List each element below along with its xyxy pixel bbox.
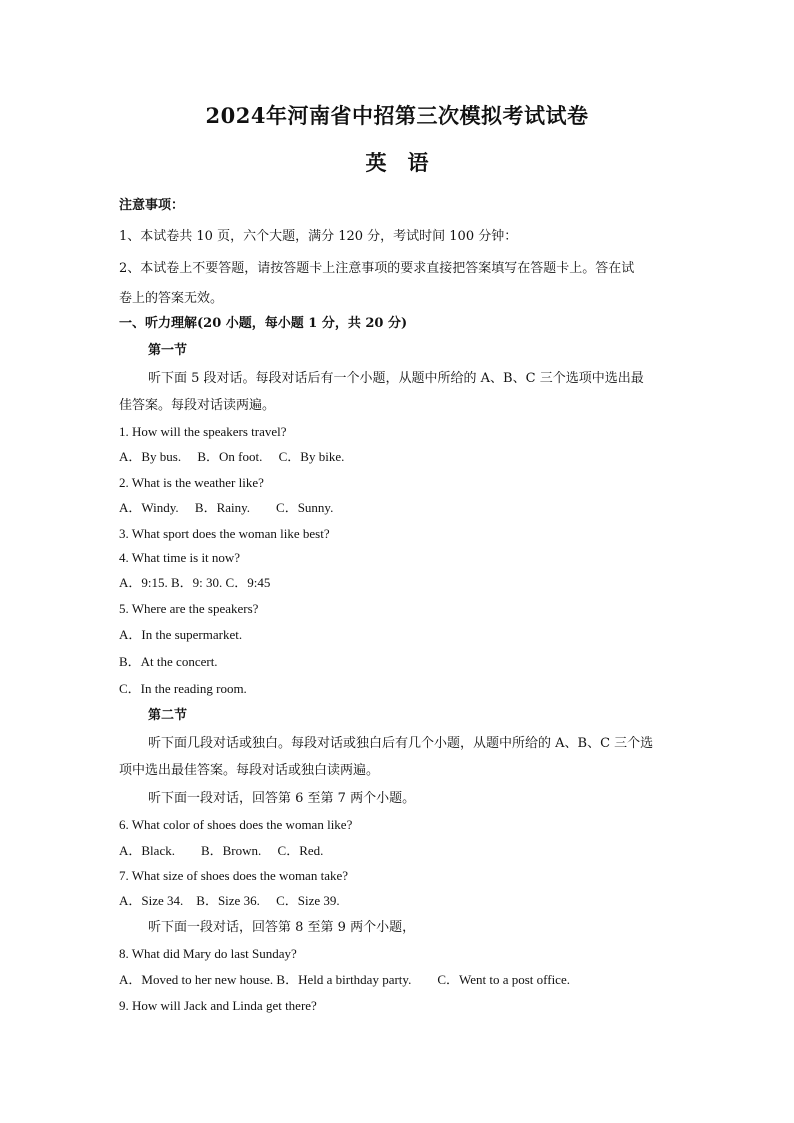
part-2-label: 第二节 [148, 708, 188, 723]
question-7: 7. What size of shoes does the woman take? [119, 868, 348, 883]
question-3: 3. What sport does the woman like best? [119, 526, 330, 541]
question-2: 2. What is the weather like? [119, 475, 264, 490]
question-7-options: A．Size 34. B．Size 36. C．Size 39. [119, 893, 340, 908]
question-2-options: A．Windy. B．Rainy. C．Sunny. [119, 500, 334, 515]
exam-title: 2024年河南省中招第三次模拟考试试卷 [205, 103, 589, 128]
question-1: 1. How will the speakers travel? [119, 424, 287, 439]
part-1-label: 第一节 [148, 343, 188, 358]
question-5-option-a: A．In the supermarket. [119, 627, 243, 642]
question-8: 8. What did Mary do last Sunday? [119, 946, 297, 961]
part-1-instruction-line-1: 听下面 5 段对话。每段对话后有一个小题，从题中所给的 A、B、C 三个选项中选出最 [148, 371, 644, 386]
part-2-instruction-line-2: 项中选出最佳答案。每段对话或独白读两遍。 [119, 763, 380, 778]
question-4-options: A．9:15. B．9: 30. C．9:45 [119, 575, 271, 590]
question-6-options: A．Black. B．Brown. C．Red. [119, 843, 324, 858]
question-5: 5. Where are the speakers? [119, 601, 259, 616]
notice-heading: 注意事项： [119, 198, 185, 213]
question-4: 4. What time is it now? [119, 550, 241, 565]
dialogue-intro-8-9: 听下面一段对话，回答第 8 至第 9 两个小题， [148, 920, 416, 935]
question-8-options: A．Moved to her new house. B．Held a birthday party. C．Went to a post office. [119, 972, 570, 987]
part-1-instruction-line-2: 佳答案。每段对话读两遍。 [119, 398, 276, 413]
question-9: 9. How will Jack and Linda get there? [119, 998, 317, 1013]
question-5-option-c: C．In the reading room. [119, 681, 247, 696]
notice-item-2-line-2: 卷上的答案无效。 [119, 291, 224, 306]
question-6: 6. What color of shoes does the woman like? [119, 817, 353, 832]
section-1-heading: 一、听力理解(20 小题，每小题 1 分，共 20 分) [119, 316, 408, 331]
dialogue-intro-6-7: 听下面一段对话，回答第 6 至第 7 两个小题。 [148, 791, 416, 806]
subject-title: 英 语 [365, 150, 429, 175]
part-2-instruction-line-1: 听下面几段对话或独白。每段对话或独白后有几个小题，从题中所给的 A、B、C 三个选 [148, 736, 654, 751]
question-1-options: A．By bus. B．On foot. C．By bike. [119, 449, 345, 464]
notice-item-2-line-1: 2、本试卷上不要答题，请按答题卡上注意事项的要求直接把答案填写在答题卡上。答在试 [119, 261, 635, 276]
question-5-option-b: B．At the concert. [119, 654, 218, 669]
notice-item-1: 1、本试卷共 10 页，六个大题，满分 120 分，考试时间 100 分钟： [119, 229, 518, 244]
